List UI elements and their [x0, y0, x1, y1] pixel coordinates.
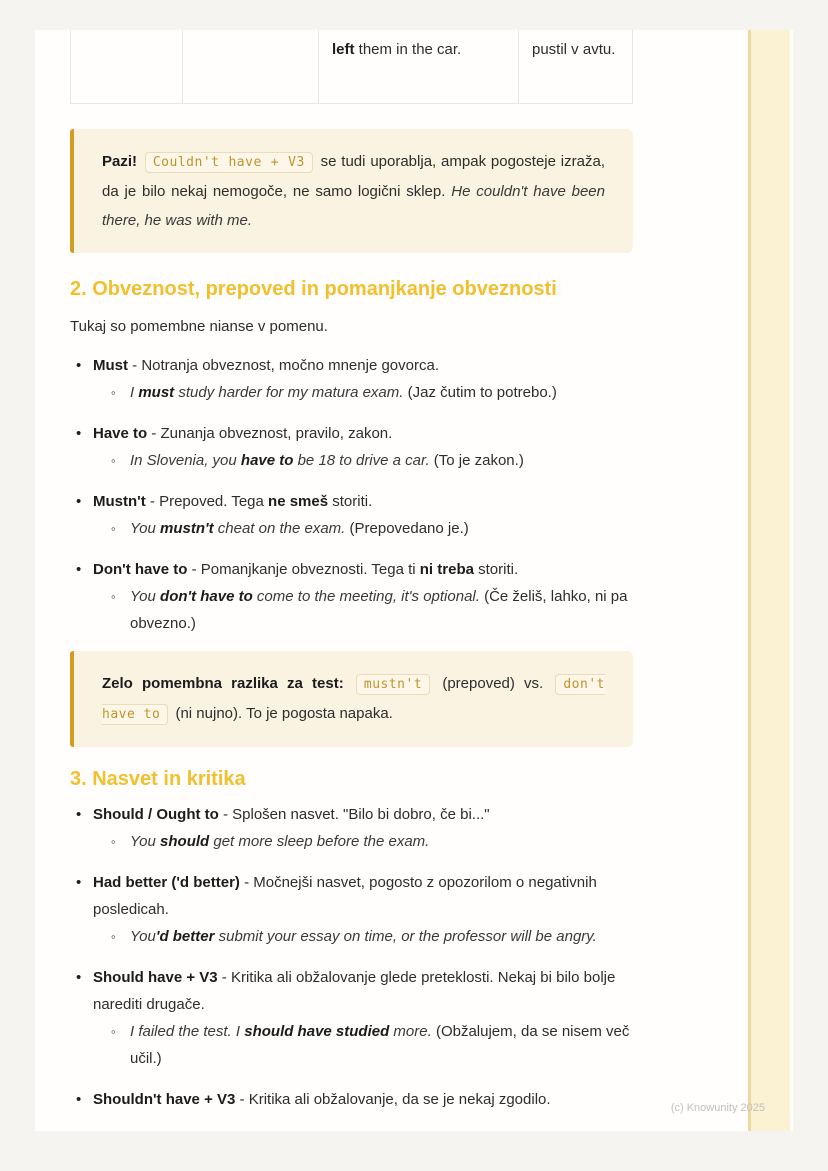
list-item-text: [93, 969, 615, 1013]
text-segment: (Jaz čutim to potrebo.): [403, 384, 557, 401]
text-segment: You: [130, 520, 161, 537]
text-segment: - Notranja obveznost, močno mnenje govorca.: [128, 357, 439, 374]
sub-bullet-marker: ◦: [111, 834, 116, 849]
modal-list-advice: [70, 801, 633, 1113]
bullet-marker: •: [76, 1091, 82, 1108]
text-segment: (ni nujno). To je pogosta napaka.: [171, 705, 393, 722]
list-item-text: [93, 806, 490, 823]
text-segment: In Slovenia, you: [130, 452, 241, 469]
text-segment: storiti.: [473, 561, 519, 578]
text-segment: [137, 153, 142, 170]
text-segment: get more sleep before the exam.: [209, 833, 430, 850]
sub-list-item-text: [130, 833, 429, 850]
text-segment: cheat on the exam.: [213, 520, 346, 537]
sub-list-item: [93, 379, 633, 406]
list-item-text: [93, 561, 518, 578]
sub-list: [93, 583, 633, 637]
sub-bullet-marker: ◦: [111, 589, 116, 604]
list-item: [70, 869, 633, 950]
code-chip: Couldn't have + V3: [145, 152, 313, 173]
text-segment: (Obžalujem, da se nisem več učil.): [130, 1023, 630, 1067]
table-cell: [318, 30, 519, 104]
bullet-marker: •: [76, 874, 82, 891]
modal-list-obligation: [70, 352, 633, 637]
document-page: [35, 30, 793, 1131]
text-segment: se tudi uporablja, ampak pogosteje izraža, da je bilo nekaj nemogoče, ne samo logični sklep.: [102, 153, 605, 200]
code-chip: don't have to: [102, 674, 605, 725]
sub-bullet-marker: ◦: [111, 1024, 116, 1039]
text-segment: - Močnejši nasvet, pogosto z opozorilom o negativnih posledicah.: [93, 874, 597, 918]
text-segment: Must: [93, 357, 128, 374]
callout-text: [102, 669, 605, 729]
right-margin-highlight: [748, 30, 790, 1131]
text-segment: submit your essay on time, or the professor will be angry.: [214, 928, 597, 945]
text-segment: 'd better: [155, 928, 215, 945]
text-segment: I: [130, 384, 139, 401]
text-segment: Had better ('d better): [93, 874, 240, 891]
text-segment: ni treba: [419, 561, 474, 578]
text-segment: left: [332, 41, 355, 58]
list-item-text: [93, 425, 392, 442]
list-item: [70, 420, 633, 474]
sub-list-item-text: [130, 588, 628, 632]
sub-bullet-marker: ◦: [111, 385, 116, 400]
text-segment: - Zunanja obveznost, pravilo, zakon.: [147, 425, 393, 442]
sub-bullet-marker: ◦: [111, 453, 116, 468]
section-heading-obligation: 2. Obveznost, prepoved in pomanjkanje obveznosti: [70, 278, 557, 300]
list-item: [70, 801, 633, 855]
callout-test-difference: [70, 651, 633, 747]
sub-list-item: [93, 583, 633, 637]
list-item-text: [93, 1091, 551, 1108]
sub-list-item-text: [130, 928, 597, 945]
callout-pazi: [70, 129, 633, 253]
sub-list-item-text: [130, 384, 557, 401]
text-segment: pustil v avtu.: [532, 41, 616, 58]
text-segment: Don't have to: [93, 561, 188, 578]
text-segment: (Prepovedano je.): [345, 520, 469, 537]
callout-text: [102, 147, 605, 235]
text-segment: be 18 to drive a car.: [293, 452, 430, 469]
text-segment: them in the car.: [354, 41, 462, 58]
text-segment: (To je zakon.): [429, 452, 524, 469]
sub-list: [93, 447, 633, 474]
sub-list: [93, 379, 633, 406]
text-segment: - Kritika ali obžalovanje glede preteklosti. Nekaj bi bilo bolje narediti drugače.: [93, 969, 616, 1013]
text-segment: have to: [240, 452, 294, 469]
text-segment: (Če želiš, lahko, ni pa obvezno.): [130, 588, 628, 632]
text-segment: Should have + V3: [93, 969, 218, 986]
bullet-marker: •: [76, 357, 82, 374]
table-cell: [518, 30, 633, 104]
text-segment: should have studied: [244, 1023, 390, 1040]
text-segment: Mustn't: [93, 493, 146, 510]
text-segment: - Splošen nasvet. "Bilo bi dobro, če bi...": [218, 806, 490, 823]
text-segment: come to the meeting, it's optional.: [252, 588, 480, 605]
document-content: [70, 30, 633, 1113]
sub-list: [93, 1018, 633, 1072]
list-item: [70, 556, 633, 637]
list-item: [70, 488, 633, 542]
text-segment: Zelo pomembna razlika za test:: [102, 675, 344, 692]
list-item: [70, 964, 633, 1072]
list-item-text: [93, 493, 372, 510]
text-segment: Shouldn't have + V3: [93, 1091, 236, 1108]
text-segment: study harder for my matura exam.: [174, 384, 404, 401]
bullet-marker: •: [76, 969, 82, 986]
text-segment: (prepoved) vs.: [433, 675, 553, 692]
list-item: [70, 1086, 633, 1113]
text-segment: Have to: [93, 425, 148, 442]
sub-list-item-text: [130, 520, 469, 537]
sub-bullet-marker: ◦: [111, 521, 116, 536]
text-segment: You: [130, 588, 161, 605]
text-segment: more.: [389, 1023, 432, 1040]
text-segment: Should / Ought to: [93, 806, 219, 823]
text-segment: should: [160, 833, 210, 850]
list-item-text: [93, 874, 597, 918]
text-segment: You: [130, 833, 161, 850]
list-item: [70, 352, 633, 406]
grammar-table-fragment: [70, 30, 633, 104]
sub-bullet-marker: ◦: [111, 929, 116, 944]
bullet-marker: •: [76, 806, 82, 823]
table-cell: [70, 30, 183, 104]
text-segment: - Kritika ali obžalovanje, da se je nekaj zgodilo.: [235, 1091, 551, 1108]
bullet-marker: •: [76, 425, 82, 442]
sub-list-item: [93, 1018, 633, 1072]
text-segment: Pazi!: [102, 153, 138, 170]
section-heading-advice: 3. Nasvet in kritika: [70, 768, 246, 790]
bullet-marker: •: [76, 561, 82, 578]
bullet-marker: •: [76, 493, 82, 510]
sub-list-item-text: [130, 452, 524, 469]
text-segment: must: [138, 384, 175, 401]
text-segment: storiti.: [328, 493, 373, 510]
text-segment: He couldn't have been there, he was with me.: [102, 183, 605, 229]
text-segment: don't have to: [160, 588, 253, 605]
sub-list: [93, 515, 633, 542]
text-segment: [344, 675, 353, 692]
text-segment: I failed the test. I: [130, 1023, 245, 1040]
sub-list: [93, 923, 633, 950]
text-segment: - Pomanjkanje obveznosti. Tega ti: [187, 561, 420, 578]
text-segment: - Prepoved. Tega: [145, 493, 269, 510]
sub-list-item: [93, 923, 633, 950]
section-intro: Tukaj so pomembne nianse v pomenu.: [70, 318, 328, 335]
table-cell: [182, 30, 319, 104]
sub-list-item: [93, 828, 633, 855]
text-segment: ne smeš: [268, 493, 329, 510]
code-chip: mustn't: [356, 674, 430, 695]
text-segment: You: [130, 928, 156, 945]
sub-list-item: [93, 447, 633, 474]
text-segment: mustn't: [160, 520, 214, 537]
sub-list-item-text: [130, 1023, 629, 1067]
list-item-text: [93, 357, 439, 374]
sub-list: [93, 828, 633, 855]
watermark: (c) Knowunity 2025: [670, 1102, 765, 1114]
sub-list-item: [93, 515, 633, 542]
